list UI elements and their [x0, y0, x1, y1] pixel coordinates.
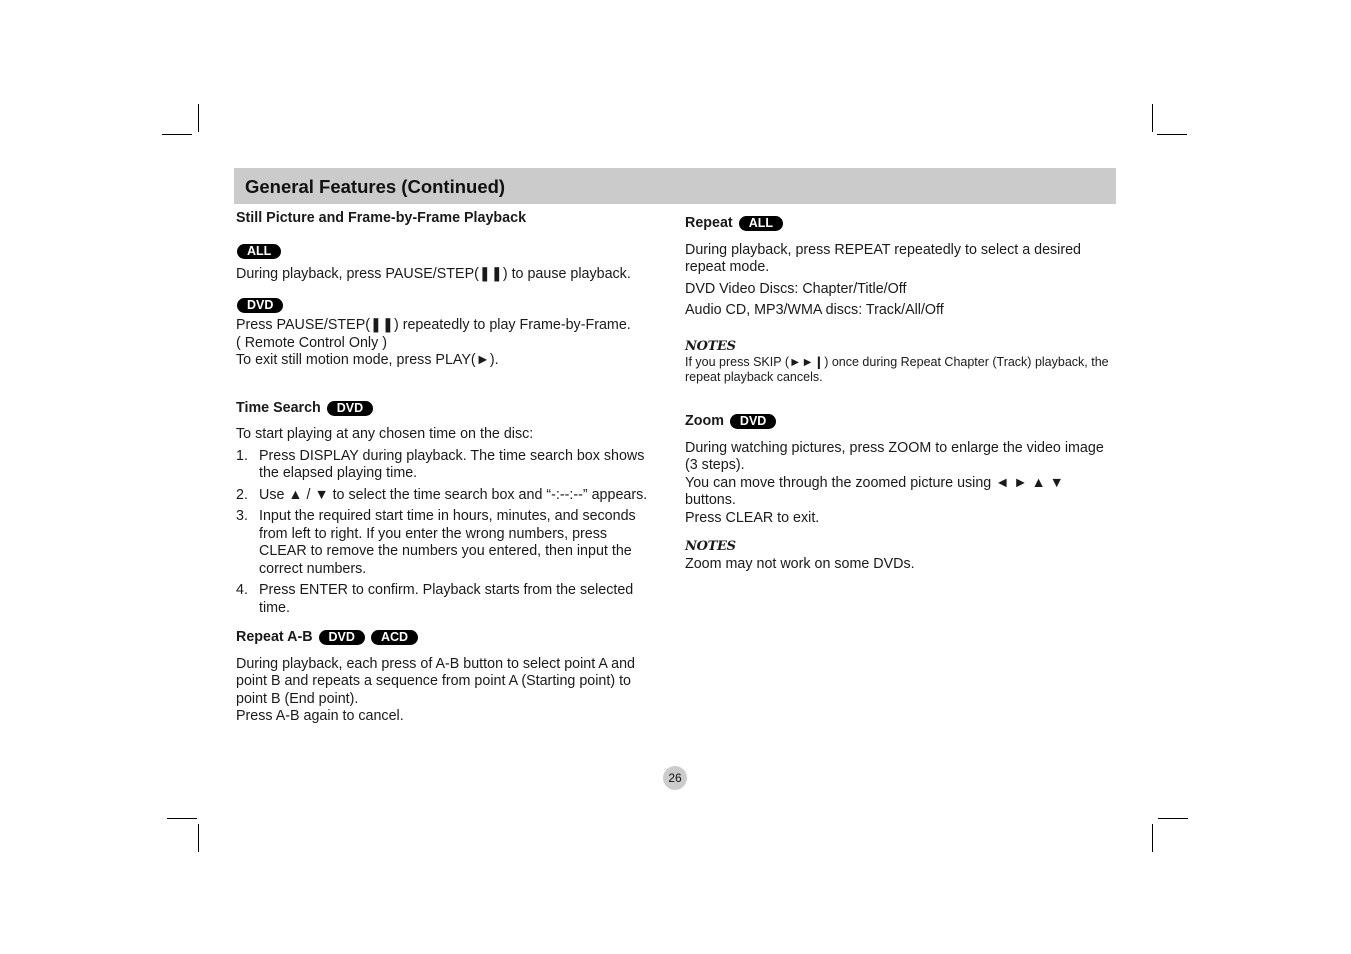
crop-mark [167, 818, 197, 819]
still-picture-title: Still Picture and Frame-by-Frame Playback [236, 210, 527, 226]
repeat-title: Repeat [685, 215, 733, 231]
time-search-title: Time Search [236, 399, 321, 416]
still-all-text: During playback, press PAUSE/STEP(❚❚) to pause playback. [236, 266, 631, 282]
pause-icon: ❚❚ [370, 317, 394, 333]
page-number: 26 [663, 766, 687, 790]
badge-all: ALL [237, 244, 281, 259]
notes-title: NOTES [685, 539, 736, 554]
right-column [685, 210, 1117, 573]
left-column [236, 210, 658, 726]
badge-all: ALL [739, 216, 783, 231]
repeat-ab-heading [236, 629, 658, 647]
repeat-ab-cancel: Press A-B again to cancel. [236, 708, 404, 724]
repeat-note: If you press SKIP (►►❙) once during Repeat Chapter (Track) playback, the repeat playback cancels. [685, 355, 1109, 384]
crop-mark [198, 824, 199, 852]
badge-dvd: DVD [327, 401, 373, 416]
crop-mark [1158, 818, 1188, 819]
list-item: 1. Press DISPLAY during playback. The time search box shows the elapsed playing time. [236, 447, 645, 481]
repeat-cd-modes: Audio CD, MP3/WMA discs: Track/All/Off [685, 302, 944, 318]
zoom-note: Zoom may not work on some DVDs. [685, 555, 915, 572]
badge-dvd: DVD [319, 630, 365, 645]
page-title: General Features (Continued) [245, 176, 506, 197]
repeat-dvd-modes: DVD Video Discs: Chapter/Title/Off [685, 280, 907, 297]
skip-icon: ►►❙ [788, 355, 825, 369]
badge-row [236, 297, 658, 315]
still-dvd-line3: To exit still motion mode, press PLAY(►). [236, 352, 499, 368]
section-header [234, 168, 1116, 204]
time-search-heading [236, 400, 658, 418]
repeat-heading [685, 215, 1117, 233]
play-icon: ► [475, 352, 490, 368]
zoom-move: You can move through the zoomed picture using ◄ ► ▲ ▼ buttons. [685, 474, 1064, 508]
badge-row [236, 243, 658, 261]
repeat-ab-title: Repeat A-B [236, 629, 313, 645]
crop-mark [162, 134, 192, 135]
list-item: 3. Input the required start time in hours, minutes, and seconds from left to right. If you enter the wrong numbers, press CLEAR to remove the numbers you entered, then input the correct numbers. [236, 508, 636, 577]
still-dvd-line2: ( Remote Control Only ) [236, 334, 387, 351]
list-item: 4. Press ENTER to confirm. Playback starts from the selected time. [236, 582, 634, 616]
notes-title: NOTES [685, 338, 736, 354]
zoom-heading [685, 413, 1117, 431]
crop-mark [198, 104, 199, 132]
repeat-ab-text: During playback, each press of A-B button to select point A and point B and repeats a sequence from point A (Starting point) to point B (End point). [236, 655, 635, 707]
still-picture-heading [236, 210, 658, 228]
pause-icon: ❚❚ [478, 266, 503, 282]
zoom-exit: Press CLEAR to exit. [685, 509, 820, 526]
list-item: 2. Use ▲ / ▼ to select the time search box and “-:--:--” appears. [236, 486, 648, 503]
zoom-text: During watching pictures, press ZOOM to enlarge the video image (3 steps). [685, 439, 1104, 473]
badge-acd: ACD [371, 630, 418, 645]
time-search-steps [236, 448, 658, 618]
zoom-title: Zoom [685, 413, 724, 429]
crop-mark [1157, 134, 1187, 135]
still-dvd-line1: Press PAUSE/STEP(❚❚) repeatedly to play Frame-by-Frame. [236, 317, 631, 333]
repeat-text: During playback, press REPEAT repeatedly to select a desired repeat mode. [685, 241, 1082, 275]
crop-mark [1152, 824, 1153, 852]
crop-mark [1152, 104, 1153, 132]
badge-dvd: DVD [730, 414, 776, 429]
time-search-intro: To start playing at any chosen time on the disc: [236, 426, 534, 442]
badge-dvd: DVD [237, 298, 283, 313]
